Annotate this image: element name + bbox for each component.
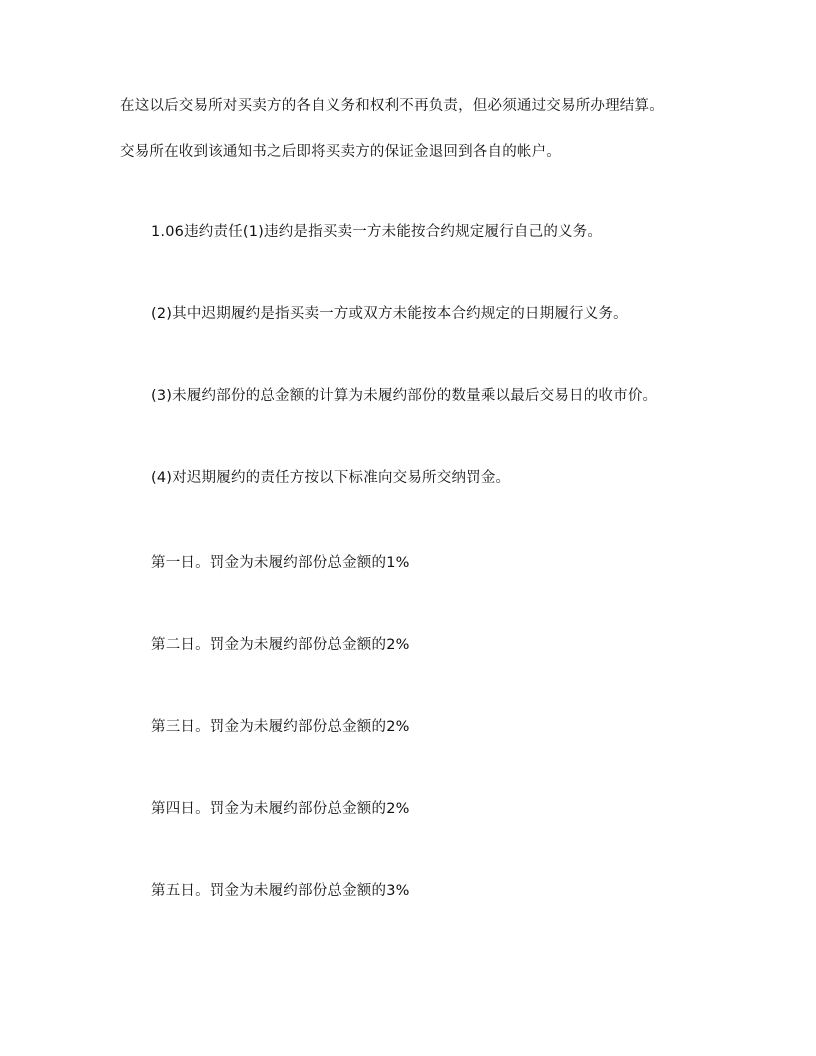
paragraph-settlement: 在这以后交易所对买卖方的各自义务和权利不再负责，但必须通过交易所办理结算。: [120, 98, 664, 114]
penalty-day-1: 第一日。罚金为未履约部份总金额的1%: [151, 555, 410, 571]
paragraph-late-performance: (2)其中迟期履约是指买卖一方或双方未能按本合约规定的日期履行义务。: [151, 306, 628, 322]
paragraph-penalty-standard: (4)对迟期履约的责任方按以下标准向交易所交纳罚金。: [151, 470, 511, 486]
penalty-day-4: 第四日。罚金为未履约部份总金额的2%: [151, 801, 410, 817]
penalty-day-3: 第三日。罚金为未履约部份总金额的2%: [151, 719, 410, 735]
paragraph-margin-refund: 交易所在收到该通知书之后即将买卖方的保证金退回到各自的帐户。: [120, 144, 561, 160]
penalty-day-5: 第五日。罚金为未履约部份总金额的3%: [151, 883, 410, 899]
paragraph-unperformed-amount: (3)未履约部份的总金额的计算为未履约部份的数量乘以最后交易日的收市价。: [151, 388, 658, 404]
paragraph-breach-definition: 1.06违约责任(1)违约是指买卖一方未能按合约规定履行自己的义务。: [151, 224, 603, 240]
penalty-day-2: 第二日。罚金为未履约部份总金额的2%: [151, 637, 410, 653]
